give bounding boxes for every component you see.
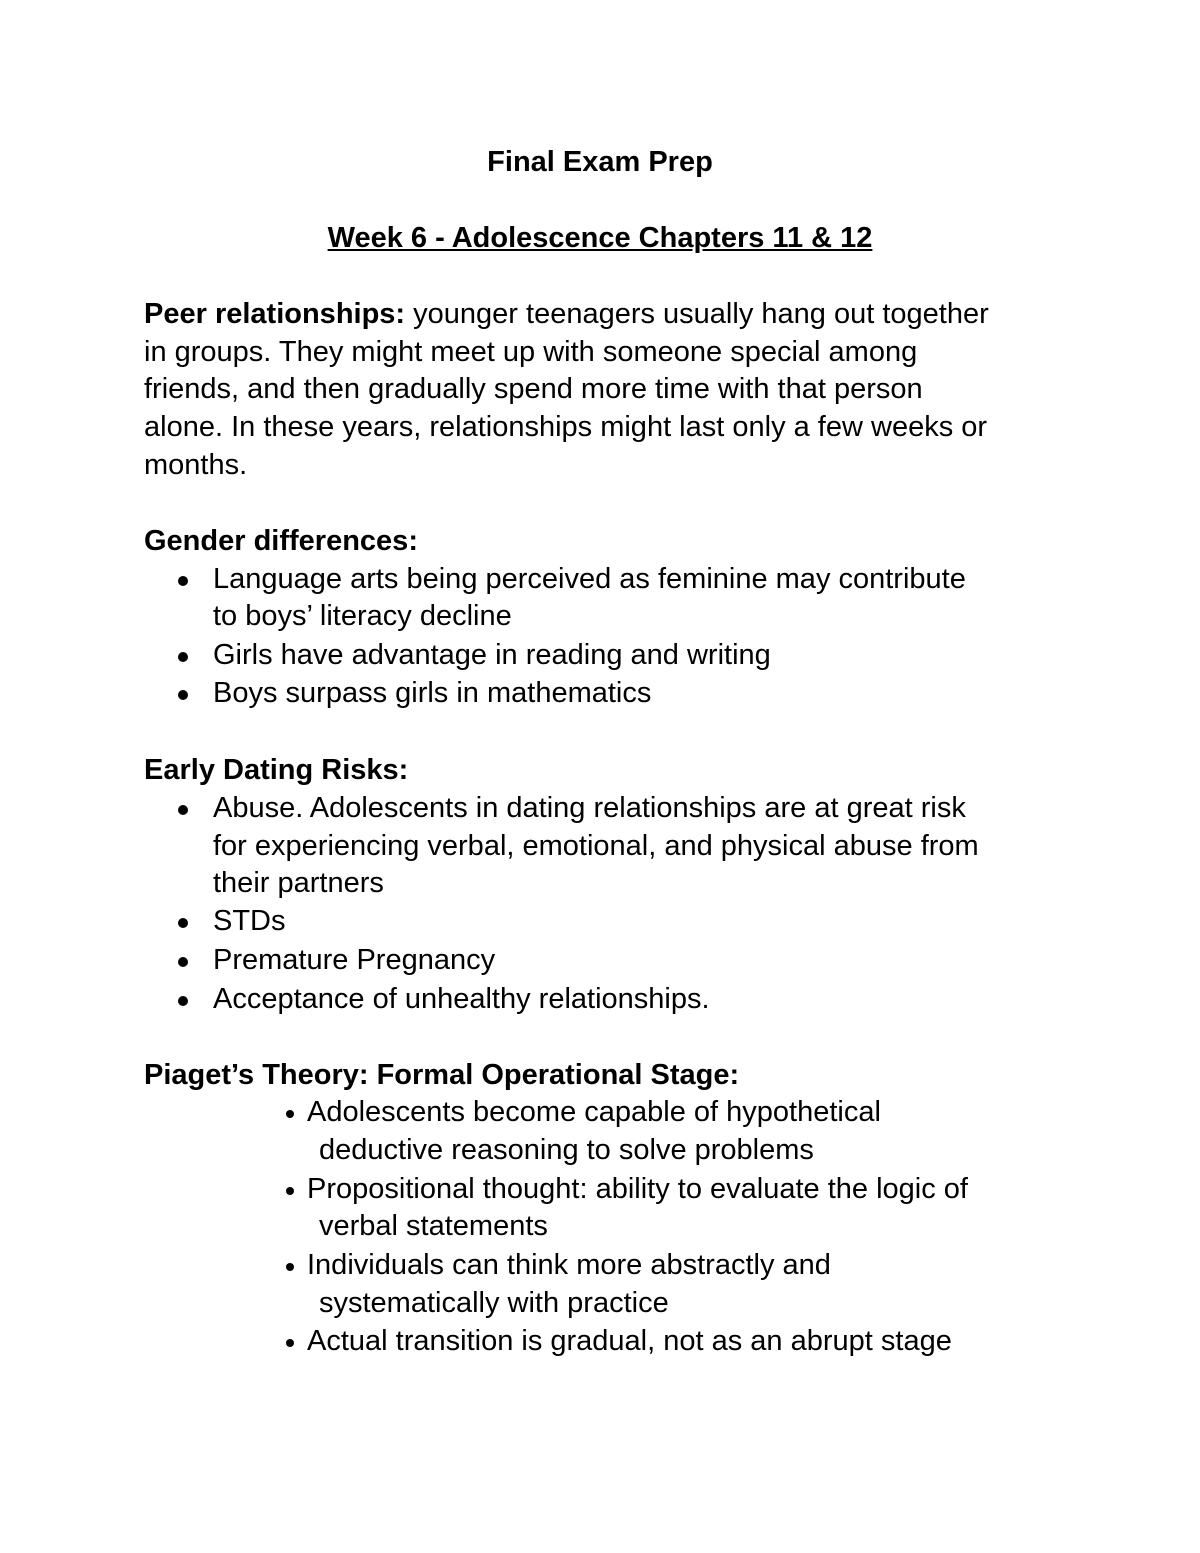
gender-item-1-line-2: to boys’ literacy decline [213, 600, 512, 632]
piaget-item-2-line-2: verbal statements [319, 1210, 548, 1242]
peer-paragraph-line-1 [144, 295, 989, 333]
bullet-icon [286, 1187, 294, 1195]
dating-item-1-line-1: Abuse. Adolescents in dating relationships are at great risk [213, 792, 966, 824]
bullet-icon [178, 918, 188, 928]
dating-item-2: STDs [213, 905, 286, 937]
gender-item-2: Girls have advantage in reading and writing [213, 639, 771, 671]
piaget-item-3-line-2: systematically with practice [319, 1287, 669, 1319]
piaget-item-2-line-1: Propositional thought: ability to evaluate the logic of [307, 1173, 968, 1205]
piaget-heading: Piaget’s Theory: Formal Operational Stage: [144, 1059, 740, 1091]
piaget-item-4: Actual transition is gradual, not as an abrupt stage [307, 1325, 952, 1357]
dating-heading: Early Dating Risks: [144, 754, 409, 786]
peer-paragraph-line-3: friends, and then gradually spend more time with that person [144, 373, 923, 405]
dating-item-3: Premature Pregnancy [213, 944, 496, 976]
bullet-icon [178, 652, 188, 662]
gender-item-3: Boys surpass girls in mathematics [213, 677, 652, 709]
bullet-icon [286, 1339, 294, 1347]
piaget-item-3-line-1: Individuals can think more abstractly and [307, 1249, 831, 1281]
peer-paragraph-line-5: months. [144, 449, 248, 481]
dating-item-1-line-3: their partners [213, 867, 384, 899]
gender-heading: Gender differences: [144, 525, 418, 557]
peer-line-1-text: younger teenagers usually hang out together [405, 298, 989, 330]
piaget-item-1-line-2: deductive reasoning to solve problems [319, 1134, 814, 1166]
dating-item-4: Acceptance of unhealthy relationships. [213, 983, 710, 1015]
bullet-icon [178, 576, 188, 586]
section-subtitle: Week 6 - Adolescence Chapters 11 & 12 [327, 222, 873, 254]
bullet-icon [286, 1263, 294, 1271]
peer-paragraph-line-4: alone. In these years, relationships might last only a few weeks or [144, 411, 988, 443]
bullet-icon [178, 957, 188, 967]
bullet-icon [178, 996, 188, 1006]
peer-paragraph-line-2: in groups. They might meet up with someone special among [144, 336, 918, 368]
bullet-icon [286, 1110, 294, 1118]
peer-label: Peer relationships: [144, 298, 406, 330]
gender-item-1-line-1: Language arts being perceived as feminine may contribute [213, 563, 966, 595]
piaget-item-1-line-1: Adolescents become capable of hypothetical [307, 1096, 881, 1128]
bullet-icon [178, 690, 188, 700]
dating-item-1-line-2: for experiencing verbal, emotional, and physical abuse from [213, 830, 979, 862]
page-title: Final Exam Prep [487, 146, 713, 178]
bullet-icon [178, 805, 188, 815]
